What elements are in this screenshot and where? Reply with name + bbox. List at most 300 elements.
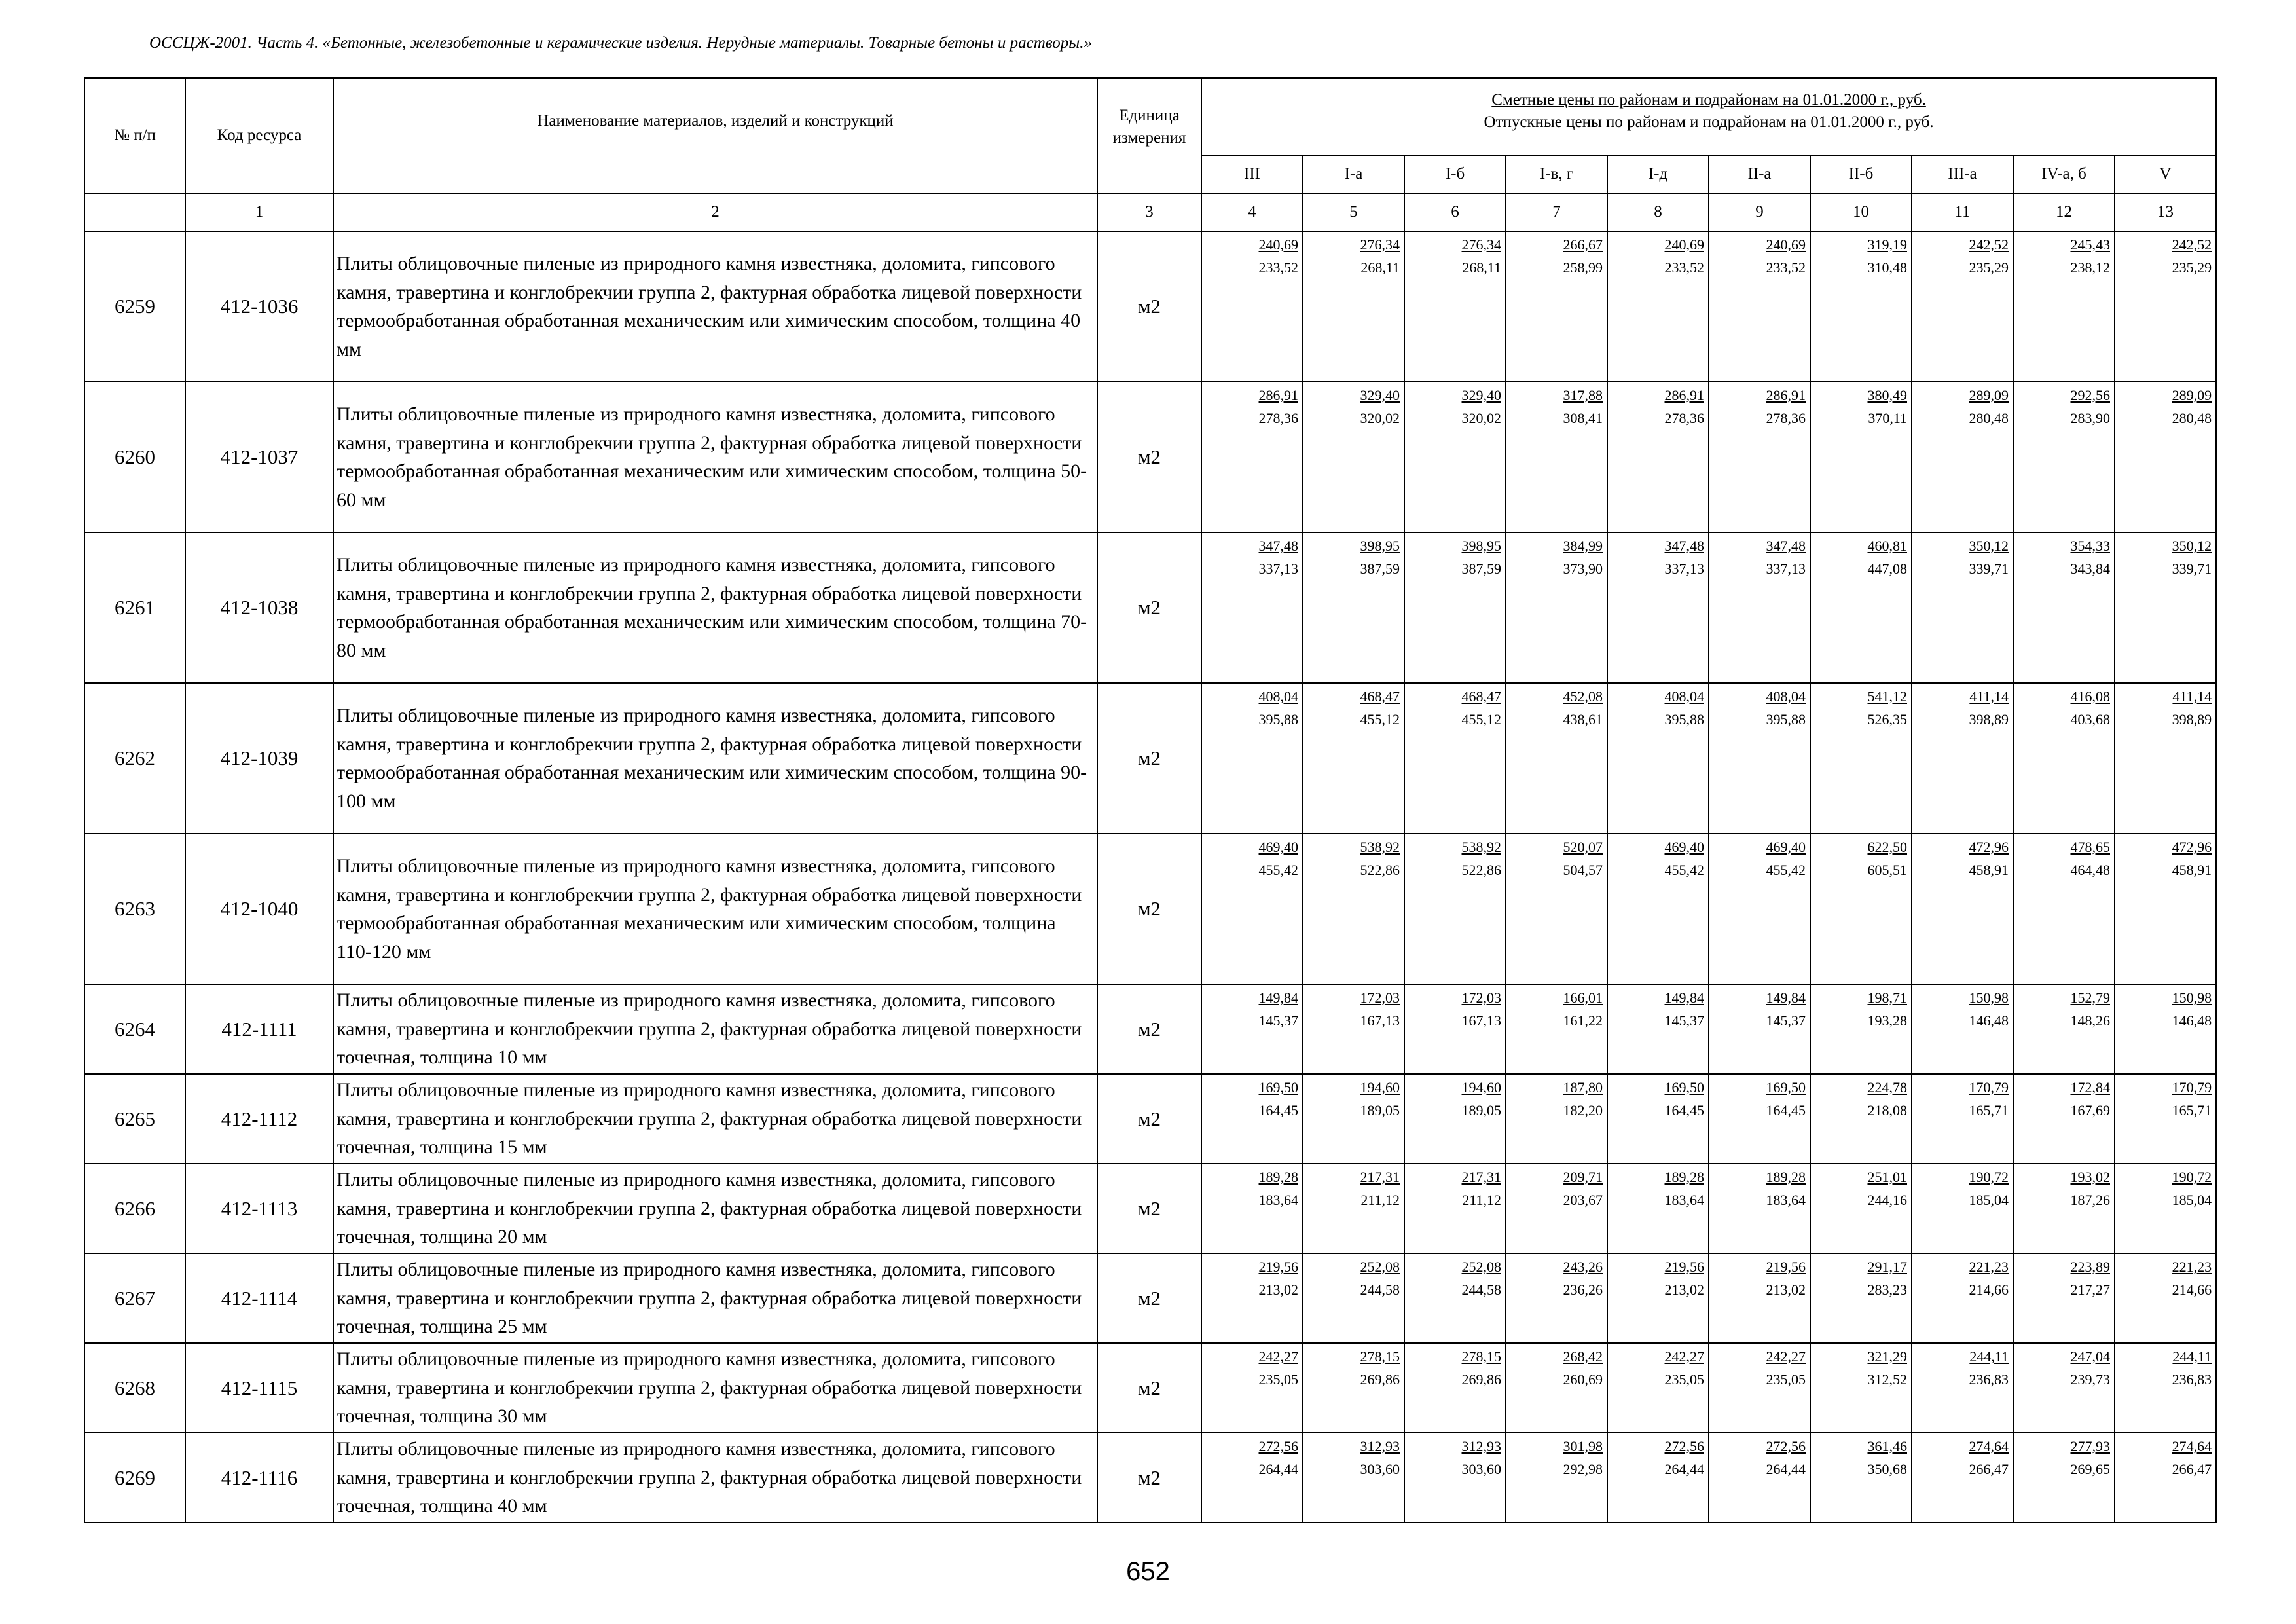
estimate-price: 266,67 xyxy=(1563,236,1603,253)
estimate-price: 472,96 xyxy=(1969,839,2009,855)
column-number xyxy=(84,193,185,231)
price-cell xyxy=(1607,532,1709,683)
column-number: 4 xyxy=(1201,193,1303,231)
region-header: I-в, г xyxy=(1506,155,1607,193)
price-cell xyxy=(1506,1433,1607,1522)
estimate-price: 242,52 xyxy=(1969,236,2009,253)
region-header: IV-а, б xyxy=(2013,155,2115,193)
unit-of-measure: м2 xyxy=(1097,382,1201,532)
table-row xyxy=(84,532,2216,683)
price-cell xyxy=(1404,1074,1506,1164)
release-price: 398,89 xyxy=(1969,711,2009,728)
release-price: 337,13 xyxy=(1258,561,1298,578)
region-header: III xyxy=(1201,155,1303,193)
price-cell xyxy=(1810,834,1912,984)
table-row xyxy=(84,1343,2216,1433)
estimate-price: 150,98 xyxy=(1969,989,2009,1006)
release-price: 244,58 xyxy=(1461,1282,1501,1299)
estimate-price: 452,08 xyxy=(1563,688,1603,705)
price-cell xyxy=(1912,231,2013,382)
price-cell xyxy=(1912,1164,2013,1253)
release-price: 269,65 xyxy=(2070,1461,2110,1478)
unit-of-measure: м2 xyxy=(1097,1343,1201,1433)
estimate-price: 268,42 xyxy=(1563,1348,1603,1365)
price-cell xyxy=(1201,532,1303,683)
release-price: 280,48 xyxy=(2172,410,2212,427)
estimate-price: 190,72 xyxy=(1969,1169,2009,1185)
price-cell xyxy=(1303,683,1404,834)
estimate-price: 219,56 xyxy=(1766,1259,1806,1275)
column-number: 13 xyxy=(2115,193,2216,231)
material-name: Плиты облицовочные пиленые из природного камня известняка, доломита, гипсового камня, травертина и конглобрекчии группа 2, фактурная обработка лицевой поверхности точечная, толщина 20 мм xyxy=(333,1164,1097,1253)
release-price: 403,68 xyxy=(2070,711,2110,728)
price-cell xyxy=(1201,834,1303,984)
release-price: 235,29 xyxy=(1969,259,2009,276)
price-cell xyxy=(2013,984,2115,1074)
release-price: 148,26 xyxy=(2070,1012,2110,1029)
column-number: 12 xyxy=(2013,193,2115,231)
release-price: 161,22 xyxy=(1563,1012,1603,1029)
estimate-price: 251,01 xyxy=(1867,1169,1907,1185)
estimate-price: 242,52 xyxy=(2172,236,2212,253)
price-cell xyxy=(1201,1343,1303,1433)
region-header: II-а xyxy=(1709,155,1810,193)
material-name: Плиты облицовочные пиленые из природного камня известняка, доломита, гипсового камня, травертина и конглобрекчии группа 2, фактурная обработка лицевой поверхности термообработанная обработанная механическим или химическим способом, толщина 50-60 мм xyxy=(333,382,1097,532)
estimate-price: 292,56 xyxy=(2070,387,2110,403)
price-cell xyxy=(2013,532,2115,683)
release-price: 264,44 xyxy=(1664,1461,1704,1478)
unit-of-measure: м2 xyxy=(1097,532,1201,683)
release-price: 303,60 xyxy=(1360,1461,1400,1478)
estimate-price: 245,43 xyxy=(2070,236,2110,253)
price-cell xyxy=(1709,1433,1810,1522)
price-cell xyxy=(2013,834,2115,984)
release-price: 395,88 xyxy=(1258,711,1298,728)
estimate-price: 411,14 xyxy=(1969,688,2009,705)
release-price: 165,71 xyxy=(1969,1102,2009,1119)
release-price: 447,08 xyxy=(1867,561,1907,578)
price-cell xyxy=(2115,1074,2216,1164)
release-price: 458,91 xyxy=(1969,862,2009,879)
release-price: 370,11 xyxy=(1868,410,1907,427)
estimate-price: 469,40 xyxy=(1258,839,1298,855)
release-price: 189,05 xyxy=(1461,1102,1501,1119)
estimate-price: 240,69 xyxy=(1664,236,1704,253)
resource-code: 412-1113 xyxy=(185,1164,333,1253)
column-number: 11 xyxy=(1912,193,2013,231)
column-number: 2 xyxy=(333,193,1097,231)
resource-code: 412-1038 xyxy=(185,532,333,683)
price-cell xyxy=(1709,382,1810,532)
price-cell xyxy=(1810,231,1912,382)
estimate-price: 538,92 xyxy=(1461,839,1501,855)
estimate-price: 272,56 xyxy=(1766,1438,1806,1454)
header-prices xyxy=(1201,78,2216,155)
release-price: 211,12 xyxy=(1360,1192,1400,1209)
release-price: 522,86 xyxy=(1461,862,1501,879)
release-price: 350,68 xyxy=(1867,1461,1907,1478)
estimate-price: 538,92 xyxy=(1360,839,1400,855)
estimate-price: 347,48 xyxy=(1258,538,1298,554)
price-cell xyxy=(1810,1074,1912,1164)
estimate-price: 172,84 xyxy=(2070,1079,2110,1096)
price-cell xyxy=(2115,984,2216,1074)
release-price: 339,71 xyxy=(1969,561,2009,578)
release-price: 238,12 xyxy=(2070,259,2110,276)
release-price: 235,05 xyxy=(1258,1371,1298,1388)
release-price: 268,11 xyxy=(1462,259,1501,276)
estimate-price: 244,11 xyxy=(2172,1348,2212,1365)
release-price: 214,66 xyxy=(1969,1282,2009,1299)
release-price: 269,86 xyxy=(1461,1371,1501,1388)
price-cell xyxy=(1506,532,1607,683)
row-number: 6269 xyxy=(84,1433,185,1522)
estimate-price: 272,56 xyxy=(1258,1438,1298,1454)
release-price: 167,13 xyxy=(1360,1012,1400,1029)
release-price: 395,88 xyxy=(1664,711,1704,728)
release-price: 203,67 xyxy=(1563,1192,1603,1209)
header-num: № п/п xyxy=(84,78,185,193)
price-cell xyxy=(1303,1074,1404,1164)
release-price: 211,12 xyxy=(1462,1192,1501,1209)
estimate-price: 189,28 xyxy=(1258,1169,1298,1185)
release-price: 283,90 xyxy=(2070,410,2110,427)
price-cell xyxy=(2115,532,2216,683)
estimate-price: 149,84 xyxy=(1664,989,1704,1006)
estimate-price: 240,69 xyxy=(1258,236,1298,253)
resource-code: 412-1115 xyxy=(185,1343,333,1433)
release-price: 235,29 xyxy=(2172,259,2212,276)
material-name: Плиты облицовочные пиленые из природного камня известняка, доломита, гипсового камня, травертина и конглобрекчии группа 2, фактурная обработка лицевой поверхности точечная, толщина 15 мм xyxy=(333,1074,1097,1164)
price-cell xyxy=(1201,1253,1303,1343)
price-cell xyxy=(1607,1343,1709,1433)
release-price: 264,44 xyxy=(1766,1461,1806,1478)
estimate-price: 350,12 xyxy=(1969,538,2009,554)
price-cell xyxy=(1607,1253,1709,1343)
price-cell xyxy=(1810,1253,1912,1343)
release-price: 213,02 xyxy=(1258,1282,1298,1299)
release-price: 283,23 xyxy=(1867,1282,1907,1299)
release-price: 244,16 xyxy=(1867,1192,1907,1209)
release-price: 164,45 xyxy=(1766,1102,1806,1119)
resource-code: 412-1039 xyxy=(185,683,333,834)
estimate-price: 243,26 xyxy=(1563,1259,1603,1275)
estimate-price: 242,27 xyxy=(1258,1348,1298,1365)
release-price: 233,52 xyxy=(1664,259,1704,276)
estimate-price: 272,56 xyxy=(1664,1438,1704,1454)
estimate-price: 277,93 xyxy=(2070,1438,2110,1454)
estimate-price: 520,07 xyxy=(1563,839,1603,855)
price-cell xyxy=(1607,382,1709,532)
estimate-price: 278,15 xyxy=(1461,1348,1501,1365)
price-cell xyxy=(2115,1253,2216,1343)
release-price: 145,37 xyxy=(1766,1012,1806,1029)
estimate-price: 321,29 xyxy=(1867,1348,1907,1365)
column-number: 8 xyxy=(1607,193,1709,231)
price-cell xyxy=(1810,984,1912,1074)
price-cell xyxy=(1709,532,1810,683)
price-cell xyxy=(1404,532,1506,683)
price-cell xyxy=(1303,231,1404,382)
price-cell xyxy=(1607,984,1709,1074)
release-price: 387,59 xyxy=(1360,561,1400,578)
column-number: 5 xyxy=(1303,193,1404,231)
estimate-price: 189,28 xyxy=(1664,1169,1704,1185)
estimate-price: 274,64 xyxy=(1969,1438,2009,1454)
release-price: 233,52 xyxy=(1766,259,1806,276)
estimate-price: 286,91 xyxy=(1258,387,1298,403)
price-cell xyxy=(1404,1433,1506,1522)
estimate-price: 347,48 xyxy=(1664,538,1704,554)
release-price: 146,48 xyxy=(1969,1012,2009,1029)
estimate-price: 172,03 xyxy=(1461,989,1501,1006)
estimate-price: 170,79 xyxy=(2172,1079,2212,1096)
release-price: 278,36 xyxy=(1766,410,1806,427)
header-estimate-prices: Сметные цены по районам и подрайонам на 01.01.2000 г., руб. xyxy=(1491,91,1926,109)
release-price: 455,42 xyxy=(1258,862,1298,879)
estimate-price: 169,50 xyxy=(1664,1079,1704,1096)
price-cell xyxy=(1709,984,1810,1074)
table-row xyxy=(84,1253,2216,1343)
unit-of-measure: м2 xyxy=(1097,231,1201,382)
table-row xyxy=(84,1074,2216,1164)
estimate-price: 276,34 xyxy=(1360,236,1400,253)
estimate-price: 411,14 xyxy=(2172,688,2212,705)
running-title: ОССЦЖ-2001. Часть 4. «Бетонные, железобетонные и керамические изделия. Нерудные материалы. Товарные бетоны и растворы.» xyxy=(149,34,1092,52)
release-price: 189,05 xyxy=(1360,1102,1400,1119)
price-cell xyxy=(1506,382,1607,532)
release-price: 258,99 xyxy=(1563,259,1603,276)
price-cell xyxy=(1912,984,2013,1074)
release-price: 280,48 xyxy=(1969,410,2009,427)
release-price: 239,73 xyxy=(2070,1371,2110,1388)
unit-of-measure: м2 xyxy=(1097,984,1201,1074)
table-row xyxy=(84,1433,2216,1522)
price-cell xyxy=(1607,683,1709,834)
table-row xyxy=(84,382,2216,532)
price-table xyxy=(84,77,2217,1523)
release-price: 236,83 xyxy=(2172,1371,2212,1388)
material-name: Плиты облицовочные пиленые из природного камня известняка, доломита, гипсового камня, травертина и конглобрекчии группа 2, фактурная обработка лицевой поверхности термообработанная обработанная механическим или химическим способом, толщина 90-100 мм xyxy=(333,683,1097,834)
unit-of-measure: м2 xyxy=(1097,1074,1201,1164)
estimate-price: 468,47 xyxy=(1360,688,1400,705)
estimate-price: 219,56 xyxy=(1664,1259,1704,1275)
estimate-price: 149,84 xyxy=(1766,989,1806,1006)
estimate-price: 166,01 xyxy=(1563,989,1603,1006)
price-cell xyxy=(1912,1343,2013,1433)
price-cell xyxy=(1201,231,1303,382)
row-number: 6260 xyxy=(84,382,185,532)
price-cell xyxy=(2013,1253,2115,1343)
release-price: 187,26 xyxy=(2070,1192,2110,1209)
estimate-price: 170,79 xyxy=(1969,1079,2009,1096)
price-cell xyxy=(1709,1074,1810,1164)
estimate-price: 541,12 xyxy=(1867,688,1907,705)
estimate-price: 194,60 xyxy=(1360,1079,1400,1096)
release-price: 337,13 xyxy=(1766,561,1806,578)
release-price: 395,88 xyxy=(1766,711,1806,728)
release-price: 438,61 xyxy=(1563,711,1603,728)
row-number: 6262 xyxy=(84,683,185,834)
table-row xyxy=(84,683,2216,834)
release-price: 266,47 xyxy=(1969,1461,2009,1478)
header-unit: Единица измерения xyxy=(1097,78,1201,193)
estimate-price: 194,60 xyxy=(1461,1079,1501,1096)
estimate-price: 252,08 xyxy=(1461,1259,1501,1275)
price-cell xyxy=(1404,1343,1506,1433)
estimate-price: 398,95 xyxy=(1360,538,1400,554)
release-price: 244,58 xyxy=(1360,1282,1400,1299)
release-price: 455,12 xyxy=(1461,711,1501,728)
release-price: 320,02 xyxy=(1360,410,1400,427)
release-price: 183,64 xyxy=(1664,1192,1704,1209)
column-number: 10 xyxy=(1810,193,1912,231)
price-cell xyxy=(2013,382,2115,532)
estimate-price: 209,71 xyxy=(1563,1169,1603,1185)
release-price: 292,98 xyxy=(1563,1461,1603,1478)
row-number: 6265 xyxy=(84,1074,185,1164)
estimate-price: 223,89 xyxy=(2070,1259,2110,1275)
material-name: Плиты облицовочные пиленые из природного камня известняка, доломита, гипсового камня, травертина и конглобрекчии группа 2, фактурная обработка лицевой поверхности термообработанная обработанная механическим или химическим способом, толщина 70-80 мм xyxy=(333,532,1097,683)
release-price: 504,57 xyxy=(1563,862,1603,879)
price-cell xyxy=(1201,1433,1303,1522)
price-cell xyxy=(1201,382,1303,532)
estimate-price: 469,40 xyxy=(1766,839,1806,855)
estimate-price: 172,03 xyxy=(1360,989,1400,1006)
release-price: 145,37 xyxy=(1664,1012,1704,1029)
estimate-price: 472,96 xyxy=(2172,839,2212,855)
price-cell xyxy=(1303,834,1404,984)
estimate-price: 329,40 xyxy=(1461,387,1501,403)
estimate-price: 350,12 xyxy=(2172,538,2212,554)
price-cell xyxy=(1912,532,2013,683)
estimate-price: 460,81 xyxy=(1867,538,1907,554)
estimate-price: 190,72 xyxy=(2172,1169,2212,1185)
release-price: 455,42 xyxy=(1664,862,1704,879)
estimate-price: 274,64 xyxy=(2172,1438,2212,1454)
estimate-price: 354,33 xyxy=(2070,538,2110,554)
price-cell xyxy=(2115,382,2216,532)
release-price: 218,08 xyxy=(1867,1102,1907,1119)
price-cell xyxy=(1201,683,1303,834)
unit-of-measure: м2 xyxy=(1097,1433,1201,1522)
price-cell xyxy=(1404,984,1506,1074)
price-cell xyxy=(1201,984,1303,1074)
row-number: 6264 xyxy=(84,984,185,1074)
header-code: Код ресурса xyxy=(185,78,333,193)
estimate-price: 217,31 xyxy=(1461,1169,1501,1185)
release-price: 455,42 xyxy=(1766,862,1806,879)
price-cell xyxy=(1303,1433,1404,1522)
price-cell xyxy=(1201,1074,1303,1164)
price-cell xyxy=(1506,1074,1607,1164)
release-price: 455,12 xyxy=(1360,711,1400,728)
resource-code: 412-1111 xyxy=(185,984,333,1074)
price-cell xyxy=(2013,1433,2115,1522)
release-price: 185,04 xyxy=(2172,1192,2212,1209)
price-cell xyxy=(1506,683,1607,834)
price-cell xyxy=(1810,683,1912,834)
price-cell xyxy=(2115,1343,2216,1433)
estimate-price: 289,09 xyxy=(1969,387,2009,403)
price-cell xyxy=(1709,683,1810,834)
row-number: 6259 xyxy=(84,231,185,382)
estimate-price: 319,19 xyxy=(1867,236,1907,253)
price-cell xyxy=(1303,1253,1404,1343)
release-price: 303,60 xyxy=(1461,1461,1501,1478)
release-price: 278,36 xyxy=(1258,410,1298,427)
region-header: II-б xyxy=(1810,155,1912,193)
release-price: 320,02 xyxy=(1461,410,1501,427)
estimate-price: 301,98 xyxy=(1563,1438,1603,1454)
release-price: 164,45 xyxy=(1258,1102,1298,1119)
price-cell xyxy=(1506,984,1607,1074)
estimate-price: 189,28 xyxy=(1766,1169,1806,1185)
column-number: 9 xyxy=(1709,193,1810,231)
release-price: 183,64 xyxy=(1766,1192,1806,1209)
release-price: 268,11 xyxy=(1360,259,1400,276)
release-price: 217,27 xyxy=(2070,1282,2110,1299)
price-cell xyxy=(1912,1433,2013,1522)
price-cell xyxy=(1810,382,1912,532)
price-cell xyxy=(2013,1164,2115,1253)
resource-code: 412-1037 xyxy=(185,382,333,532)
release-price: 213,02 xyxy=(1664,1282,1704,1299)
estimate-price: 217,31 xyxy=(1360,1169,1400,1185)
column-number: 6 xyxy=(1404,193,1506,231)
price-cell xyxy=(2013,683,2115,834)
estimate-price: 149,84 xyxy=(1258,989,1298,1006)
price-cell xyxy=(1912,683,2013,834)
price-cell xyxy=(1303,984,1404,1074)
release-price: 193,28 xyxy=(1867,1012,1907,1029)
table-row xyxy=(84,231,2216,382)
estimate-price: 469,40 xyxy=(1664,839,1704,855)
price-cell xyxy=(1607,1074,1709,1164)
price-cell xyxy=(1709,1164,1810,1253)
release-price: 164,45 xyxy=(1664,1102,1704,1119)
price-cell xyxy=(1607,834,1709,984)
release-price: 269,86 xyxy=(1360,1371,1400,1388)
price-cell xyxy=(2013,231,2115,382)
release-price: 266,47 xyxy=(2172,1461,2212,1478)
release-price: 213,02 xyxy=(1766,1282,1806,1299)
estimate-price: 312,93 xyxy=(1461,1438,1501,1454)
price-cell xyxy=(1404,231,1506,382)
release-price: 373,90 xyxy=(1563,561,1603,578)
release-price: 165,71 xyxy=(2172,1102,2212,1119)
release-price: 526,35 xyxy=(1867,711,1907,728)
resource-code: 412-1112 xyxy=(185,1074,333,1164)
row-number: 6261 xyxy=(84,532,185,683)
estimate-price: 622,50 xyxy=(1867,839,1907,855)
estimate-price: 219,56 xyxy=(1258,1259,1298,1275)
estimate-price: 416,08 xyxy=(2070,688,2110,705)
estimate-price: 152,79 xyxy=(2070,989,2110,1006)
estimate-price: 408,04 xyxy=(1664,688,1704,705)
estimate-price: 252,08 xyxy=(1360,1259,1400,1275)
price-cell xyxy=(1912,382,2013,532)
column-number: 7 xyxy=(1506,193,1607,231)
column-number: 1 xyxy=(185,193,333,231)
estimate-price: 317,88 xyxy=(1563,387,1603,403)
price-cell xyxy=(1404,834,1506,984)
estimate-price: 408,04 xyxy=(1258,688,1298,705)
page-number: 652 xyxy=(1126,1557,1170,1586)
table-row xyxy=(84,1164,2216,1253)
estimate-price: 221,23 xyxy=(2172,1259,2212,1275)
release-price: 312,52 xyxy=(1867,1371,1907,1388)
